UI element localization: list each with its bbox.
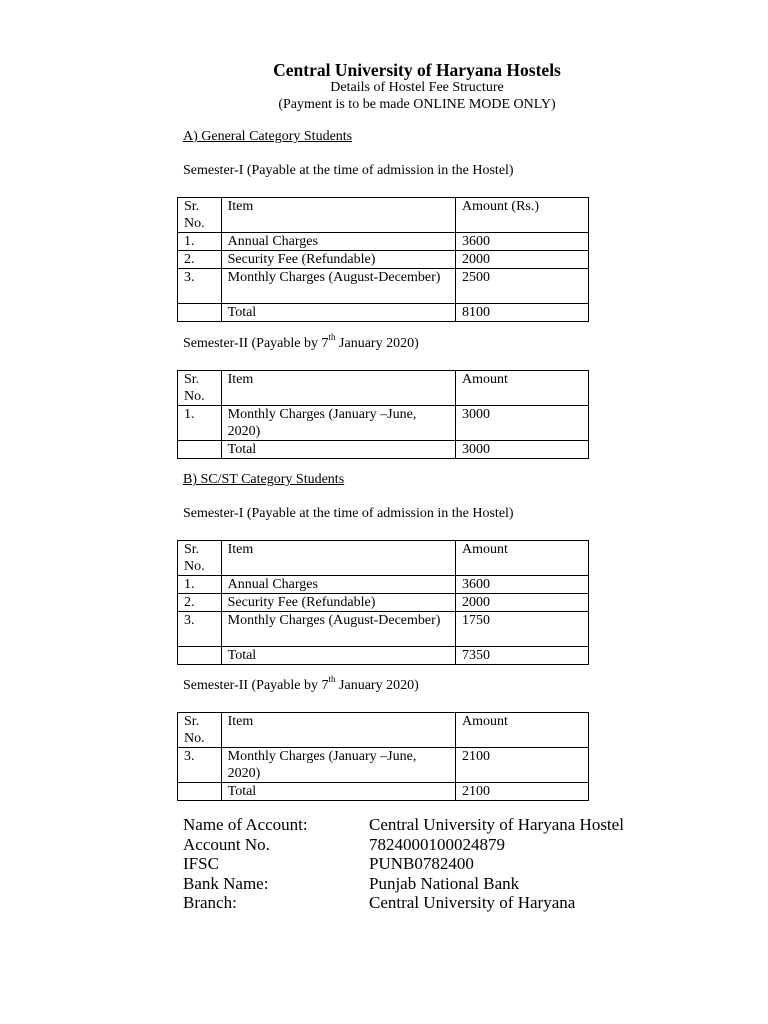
branch-row [183, 893, 624, 913]
account-name-row [183, 815, 624, 835]
cell-amount: 2000 [456, 594, 589, 612]
cell-amount: 3600 [456, 233, 589, 251]
cell-amount: 2000 [456, 251, 589, 269]
account-name-label: Name of Account: [183, 815, 308, 834]
table-row [178, 612, 589, 647]
cell-sr: 1. [178, 406, 222, 441]
cell-amount: 1750 [456, 612, 589, 647]
payment-note: (Payment is to be made ONLINE MODE ONLY) [278, 97, 556, 112]
table-header-row [178, 541, 589, 576]
cell-item: Annual Charges [221, 576, 455, 594]
total-amount: 2100 [456, 783, 589, 801]
cell-sr: 1. [178, 576, 222, 594]
total-amount: 8100 [456, 304, 589, 322]
account-details [183, 815, 624, 913]
table-header-row [178, 371, 589, 406]
cell-amount: 3600 [456, 576, 589, 594]
total-row [178, 783, 589, 801]
cell-sr: 2. [178, 594, 222, 612]
section-b-sem2-caption: Semester-II (Payable by 7th January 2020) [183, 674, 419, 693]
section-a-sem1-caption: Semester-I (Payable at the time of admission in the Hostel) [183, 163, 514, 178]
col-header-sr: Sr. No. [178, 371, 222, 406]
cell-item: Security Fee (Refundable) [221, 594, 455, 612]
document-title: Central University of Haryana Hostels [273, 60, 561, 80]
account-number-value: 7824000100024879 [369, 834, 505, 854]
ifsc-label: IFSC [183, 854, 219, 873]
table-header-row [178, 198, 589, 233]
total-row [178, 647, 589, 665]
cell-item: Monthly Charges (January –June, 2020) [221, 748, 455, 783]
cell-item: Annual Charges [221, 233, 455, 251]
cell-item: Monthly Charges (August-December) [221, 612, 455, 647]
table-row [178, 594, 589, 612]
table-row [178, 251, 589, 269]
table-row [178, 233, 589, 251]
cell-item: Monthly Charges (January –June, 2020) [221, 406, 455, 441]
account-number-row [183, 835, 624, 855]
fee-table-scst-sem2 [177, 712, 589, 801]
bank-name-value: Punjab National Bank [369, 873, 520, 893]
cell-sr: 3. [178, 269, 222, 304]
col-header-amount: Amount (Rs.) [456, 198, 589, 233]
total-amount: 7350 [456, 647, 589, 665]
total-label: Total [221, 441, 455, 459]
ifsc-row [183, 854, 624, 874]
section-b-heading: B) SC/ST Category Students [183, 472, 345, 487]
cell-sr: 2. [178, 251, 222, 269]
document-subtitle: Details of Hostel Fee Structure [330, 80, 504, 95]
cell-item: Security Fee (Refundable) [221, 251, 455, 269]
branch-label: Branch: [183, 893, 237, 912]
cell-amount: 2100 [456, 748, 589, 783]
col-header-sr: Sr. No. [178, 541, 222, 576]
table-row [178, 748, 589, 783]
table-row [178, 269, 589, 304]
col-header-item: Item [221, 198, 455, 233]
col-header-amount: Amount [456, 713, 589, 748]
fee-table-scst-sem1 [177, 540, 589, 665]
total-label: Total [221, 783, 455, 801]
account-number-label: Account No. [183, 834, 270, 854]
fee-table-general-sem2 [177, 370, 589, 459]
section-a-sem2-caption: Semester-II (Payable by 7th January 2020) [183, 332, 419, 351]
total-amount: 3000 [456, 441, 589, 459]
total-row [178, 441, 589, 459]
bank-name-row [183, 874, 624, 894]
ifsc-value: PUNB0782400 [369, 854, 474, 873]
col-header-amount: Amount [456, 541, 589, 576]
total-label: Total [221, 647, 455, 665]
cell-item: Monthly Charges (August-December) [221, 269, 455, 304]
cell-sr: 1. [178, 233, 222, 251]
col-header-item: Item [221, 713, 455, 748]
cell-amount: 3000 [456, 406, 589, 441]
col-header-item: Item [221, 371, 455, 406]
cell-sr: 3. [178, 748, 222, 783]
col-header-sr: Sr. No. [178, 713, 222, 748]
fee-table-general-sem1 [177, 197, 589, 322]
bank-name-label: Bank Name: [183, 873, 269, 893]
table-header-row [178, 713, 589, 748]
table-row [178, 406, 589, 441]
col-header-sr: Sr. No. [178, 198, 222, 233]
total-row [178, 304, 589, 322]
section-b-sem1-caption: Semester-I (Payable at the time of admission in the Hostel) [183, 506, 514, 521]
table-row [178, 576, 589, 594]
account-name-value: Central University of Haryana Hostel [369, 815, 624, 834]
col-header-item: Item [221, 541, 455, 576]
col-header-amount: Amount [456, 371, 589, 406]
section-a-heading: A) General Category Students [183, 129, 353, 144]
branch-value: Central University of Haryana [369, 893, 576, 912]
cell-amount: 2500 [456, 269, 589, 304]
cell-sr: 3. [178, 612, 222, 647]
total-label: Total [221, 304, 455, 322]
